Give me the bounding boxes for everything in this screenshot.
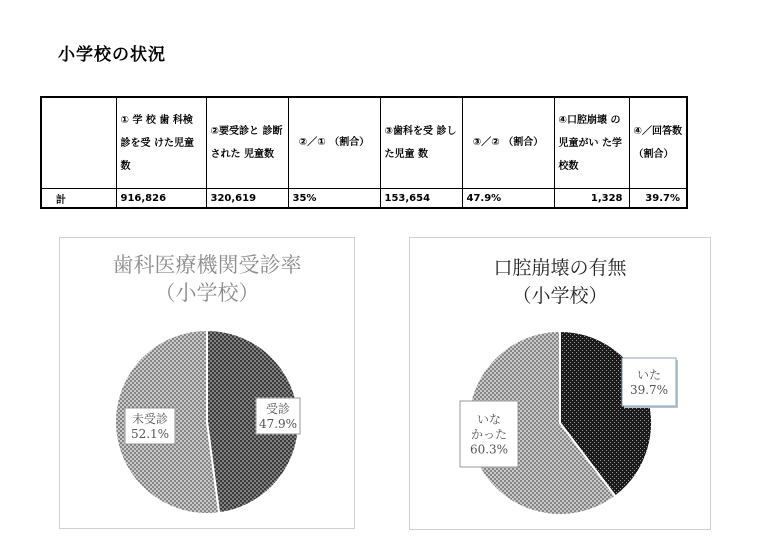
- page-title: 小学校の状況: [58, 45, 166, 65]
- pie-chart-oral-collapse: [409, 237, 711, 530]
- slice-label-text: いな: [476, 412, 502, 427]
- table-cell: 47.9%: [462, 189, 554, 209]
- table-header-cell: [41, 97, 116, 189]
- table-header-cell: ②／① （割合）: [288, 97, 380, 189]
- chart-title: 歯科医療機関受診率: [112, 253, 302, 277]
- slice-label-text: 47.9%: [258, 417, 298, 431]
- slice-label-text: 受診: [265, 402, 291, 416]
- table-header-cell: ③／② （割合）: [462, 97, 554, 189]
- stats-table: [40, 96, 688, 209]
- table-header-cell: ① 学 校 歯 科検診を受 けた児童数: [116, 97, 206, 189]
- pie-chart-svg: [410, 238, 710, 529]
- slice-label: [460, 401, 518, 467]
- table-cell: 計: [41, 189, 116, 209]
- table-header-row: [41, 97, 687, 189]
- chart-subtitle: （小学校）: [512, 285, 608, 307]
- table-cell: 320,619: [206, 189, 288, 209]
- slice-label-text: 60.3%: [469, 442, 509, 457]
- table-header-cell: ④口腔崩壊 の児童がい た学校数: [554, 97, 629, 189]
- table-cell: 1,328: [554, 189, 629, 209]
- slice-label: [256, 398, 300, 434]
- pie-chart-consultation: [59, 237, 355, 529]
- table-row: [41, 189, 687, 209]
- slice-label-text: 未受診: [131, 412, 169, 426]
- table-header-cell: ③歯科を受 診した児童 数: [380, 97, 462, 189]
- chart-subtitle: （小学校）: [154, 281, 260, 305]
- pie-chart-svg: [60, 238, 354, 528]
- slice-label-text: 39.7%: [629, 383, 669, 397]
- slice-label-text: かった: [470, 427, 508, 442]
- table-cell: 39.7%: [629, 189, 687, 209]
- slice-label: [622, 358, 678, 408]
- slice-label-text: 52.1%: [130, 427, 170, 441]
- table-cell: 153,654: [380, 189, 462, 209]
- table-cell: 35%: [288, 189, 380, 209]
- slice-label: [125, 408, 175, 444]
- table-header-cell: ②要受診と 診断された 児童数: [206, 97, 288, 189]
- chart-title: 口腔崩壊の有無: [493, 257, 627, 279]
- table-cell: 916,826: [116, 189, 206, 209]
- slice-label-text: いた: [636, 368, 662, 382]
- table-header-cell: ④／回答数 （割合）: [629, 97, 687, 189]
